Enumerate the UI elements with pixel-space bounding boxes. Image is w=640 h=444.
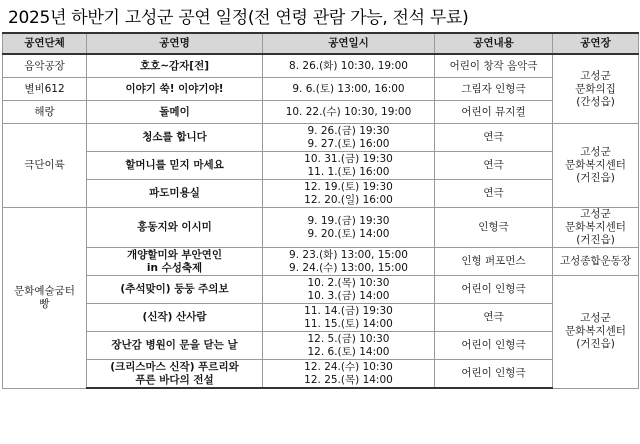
show-name: 청소를 합니다 (87, 124, 263, 152)
show-datetime: 10. 22.(수) 10:30, 19:00 (263, 101, 435, 124)
show-datetime: 12. 19.(토) 19:30 12. 20.(일) 16:00 (263, 180, 435, 208)
table-row (3, 276, 639, 304)
table-row (3, 360, 639, 389)
group-cell: 음악공장 (3, 54, 87, 78)
show-datetime: 12. 5.(금) 10:30 12. 6.(토) 14:00 (263, 332, 435, 360)
show-content: 어린이 창작 음악극 (435, 54, 553, 78)
table-row (3, 248, 639, 276)
show-name: 호호~감자[전] (87, 54, 263, 78)
show-content: 어린이 인형극 (435, 276, 553, 304)
show-content: 그림자 인형극 (435, 78, 553, 101)
show-content: 연극 (435, 180, 553, 208)
table-row (3, 54, 639, 78)
show-content: 어린이 인형극 (435, 360, 553, 389)
header-venue: 공연장 (553, 33, 639, 54)
show-datetime: 11. 14.(금) 19:30 11. 15.(토) 14:00 (263, 304, 435, 332)
group-cell: 해랑 (3, 101, 87, 124)
venue-cell: 고성군 문화복지센터 (거진읍) (553, 208, 639, 248)
venue-cell: 고성군 문화복지센터 (거진읍) (553, 276, 639, 389)
show-content: 연극 (435, 304, 553, 332)
venue-cell: 고성군 문화복지센터 (거진읍) (553, 124, 639, 208)
show-datetime: 10. 31.(금) 19:30 11. 1.(토) 16:00 (263, 152, 435, 180)
show-content: 어린이 인형극 (435, 332, 553, 360)
show-name: (추석맞이) 둥둥 주의보 (87, 276, 263, 304)
show-name: 이야기 쑥! 이야기야! (87, 78, 263, 101)
header-datetime: 공연일시 (263, 33, 435, 54)
show-name: 홍동지와 이시미 (87, 208, 263, 248)
header-content: 공연내용 (435, 33, 553, 54)
show-name: (크리스마스 신작) 푸르리와 푸른 바다의 전설 (87, 360, 263, 389)
group-cell: 극단이륙 (3, 124, 87, 208)
show-content: 연극 (435, 124, 553, 152)
show-name: 파도미용실 (87, 180, 263, 208)
show-datetime: 9. 23.(화) 13:00, 15:00 9. 24.(수) 13:00, 15:00 (263, 248, 435, 276)
table-row (3, 180, 639, 208)
table-row (3, 208, 639, 248)
show-name: (신작) 산사람 (87, 304, 263, 332)
table-row (3, 152, 639, 180)
page-title: 2025년 하반기 고성군 공연 일정(전 연령 관람 가능, 전석 무료) (8, 8, 469, 28)
group-cell: 별비612 (3, 78, 87, 101)
show-name: 개양할미와 부안연인 in 수성축제 (87, 248, 263, 276)
venue-cell: 고성군 문화의집 (간성읍) (553, 54, 639, 124)
venue-cell: 고성종합운동장 (553, 248, 639, 276)
show-name: 장난감 병원이 문을 닫는 날 (87, 332, 263, 360)
header-show: 공연명 (87, 33, 263, 54)
show-datetime: 8. 26.(화) 10:30, 19:00 (263, 54, 435, 78)
show-datetime: 10. 2.(목) 10:30 10. 3.(금) 14:00 (263, 276, 435, 304)
table-row (3, 124, 639, 152)
group-cell: 문화예술굼터 빵 (3, 208, 87, 389)
table-row (3, 101, 639, 124)
show-datetime: 9. 19.(금) 19:30 9. 20.(토) 14:00 (263, 208, 435, 248)
table-header-row (3, 33, 639, 54)
header-group: 공연단체 (3, 33, 87, 54)
table-row (3, 78, 639, 101)
schedule-table (2, 32, 639, 389)
show-content: 연극 (435, 152, 553, 180)
show-name: 할머니를 믿지 마세요 (87, 152, 263, 180)
table-row (3, 332, 639, 360)
show-datetime: 9. 26.(금) 19:30 9. 27.(토) 16:00 (263, 124, 435, 152)
show-name: 돌메이 (87, 101, 263, 124)
show-content: 어린이 뮤지컬 (435, 101, 553, 124)
show-datetime: 12. 24.(수) 10:30 12. 25.(목) 14:00 (263, 360, 435, 389)
show-content: 인형 퍼포먼스 (435, 248, 553, 276)
table-row (3, 304, 639, 332)
show-datetime: 9. 6.(토) 13:00, 16:00 (263, 78, 435, 101)
show-content: 인형극 (435, 208, 553, 248)
